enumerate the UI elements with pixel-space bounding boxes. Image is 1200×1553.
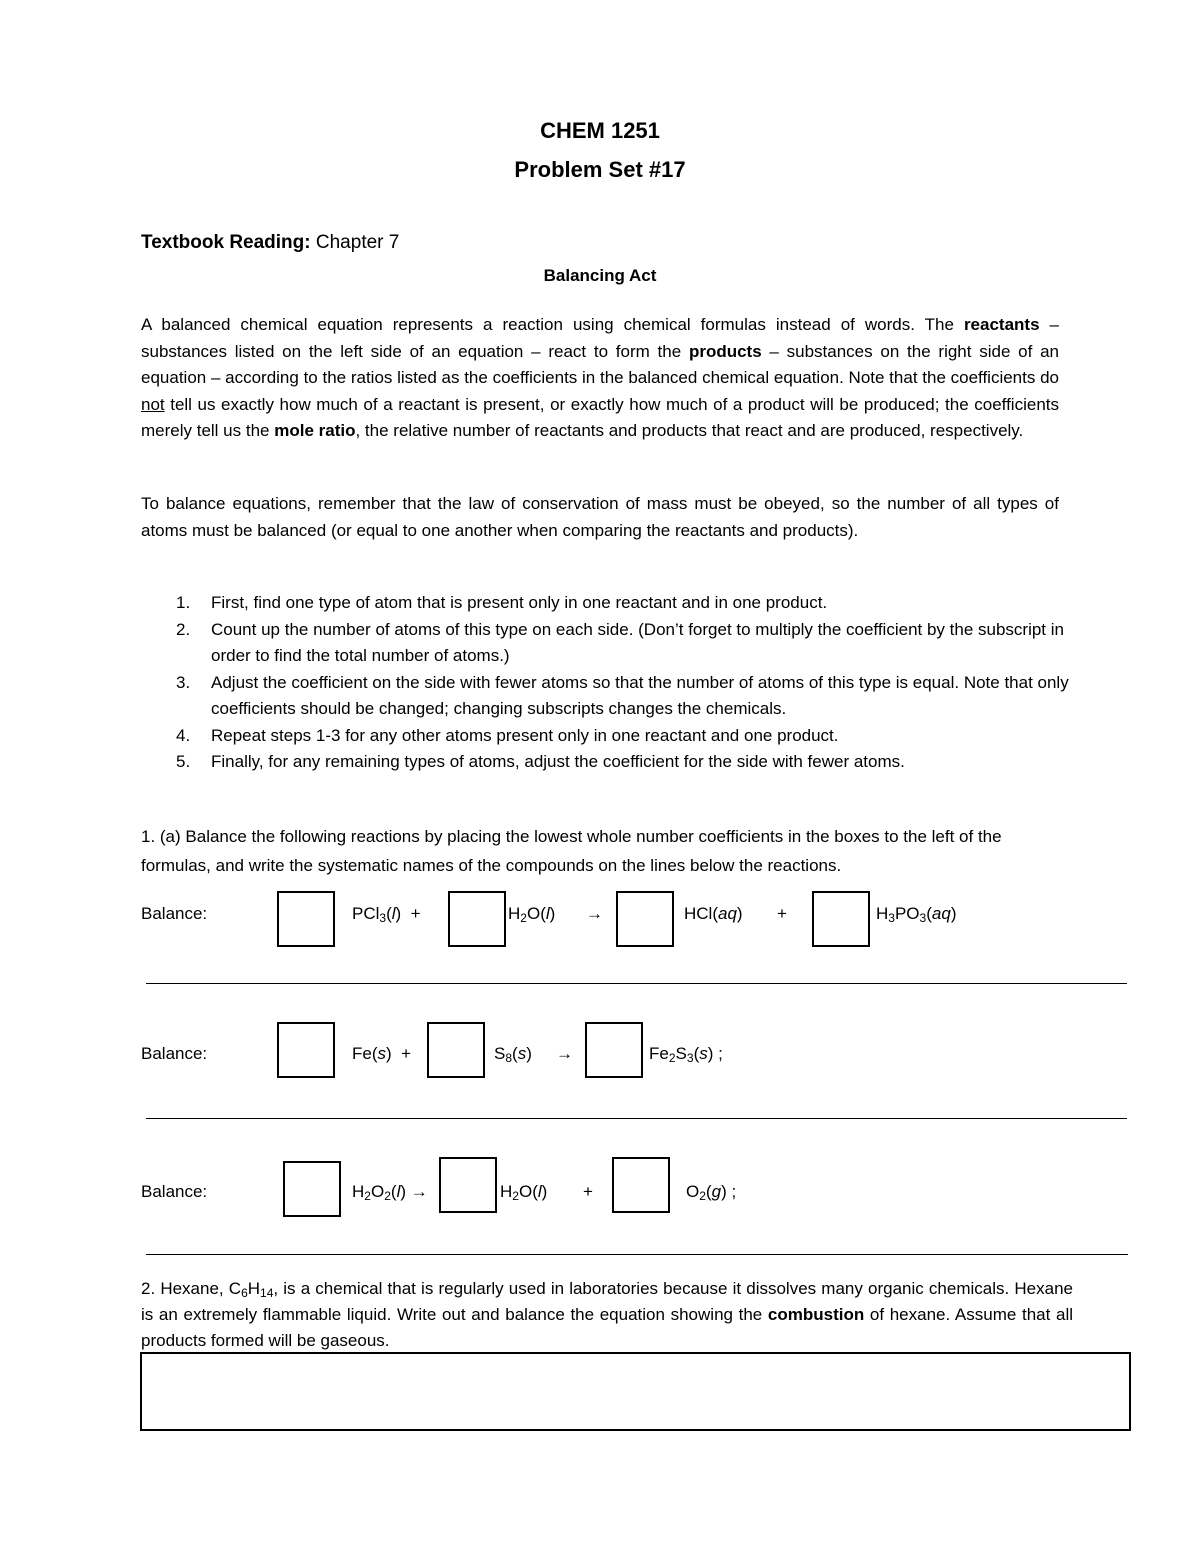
- list-item: 4. Repeat steps 1-3 for any other atoms present only in one reactant and one product.: [176, 725, 839, 745]
- list-item: 1. First, find one type of atom that is present only in one reactant and in one product.: [176, 593, 828, 612]
- answer-line-eq1[interactable]: [146, 983, 1127, 984]
- formula-o2: $O_2(g)$ ;: [686, 1182, 737, 1203]
- coefficient-box-eq3-h2o2[interactable]: [283, 1161, 341, 1217]
- formula-h2o: $H_2O(l)$: [500, 1182, 548, 1203]
- textbook-reading-label: Textbook Reading:: [141, 232, 311, 253]
- plus-sign: +: [583, 1182, 593, 1201]
- formula-pcl3: PCl$_3$(l) +: [352, 904, 421, 925]
- list-item: 2. Count up the number of atoms of this type on each side. (Don’t forget to multiply the coefficient by the subscript in order to find the total number of atoms.): [176, 619, 1064, 665]
- section-title: Balancing Act: [543, 266, 657, 285]
- formula-h3po3: $H_3PO_3(aq)$: [876, 904, 957, 925]
- intro-paragraph-2: To balance equations, remember that the law of conservation of mass must be obeyed, so the number of all types of atoms must be balanced (or equal to one another when comparing the reactants and products).: [141, 494, 1059, 540]
- balance-label-3: Balance:: [141, 1182, 208, 1201]
- balance-label-1: Balance:: [141, 904, 208, 923]
- question-1-prompt: 1. (a) Balance the following reactions by placing the lowest whole number coefficients in the boxes to the left of the formulas, and write the systematic names of the compounds on the lines below the reactions.: [141, 827, 1002, 875]
- formula-hcl: HCl(aq): [684, 904, 743, 923]
- reaction-arrow-icon: →: [410, 1182, 428, 1201]
- coefficient-box-eq1-h2o[interactable]: [448, 891, 506, 947]
- answer-line-eq3[interactable]: [146, 1254, 1128, 1255]
- coefficient-box-eq2-s8[interactable]: [427, 1022, 485, 1078]
- reaction-arrow-icon: →: [556, 1044, 573, 1063]
- term-combustion: combustion: [767, 1305, 865, 1324]
- list-item: 3. Adjust the coefficient on the side with fewer atoms so that the number of atoms of this type is equal. Note that only coefficients should be changed; changing subscripts changes the chemicals.: [176, 672, 1069, 718]
- emphasis-not: not: [141, 394, 165, 414]
- formula-s8: $S_8(s)$: [494, 1044, 532, 1065]
- term-mole-ratio: mole ratio: [274, 421, 356, 440]
- coefficient-box-eq2-fe2s3[interactable]: [585, 1022, 643, 1078]
- coefficient-box-eq1-h3po3[interactable]: [812, 891, 870, 947]
- course-title: CHEM 1251: [540, 118, 660, 143]
- reaction-arrow-icon: →: [586, 904, 603, 923]
- list-item: 5. Finally, for any remaining types of atoms, adjust the coefficient for the side with fewer atoms.: [176, 752, 905, 771]
- balancing-steps-list: [176, 590, 1071, 776]
- plus-sign: +: [777, 904, 787, 923]
- term-products: products: [688, 341, 762, 361]
- formula-h2o: $H_2O(l)$: [508, 904, 556, 925]
- term-reactants: reactants: [963, 315, 1040, 334]
- formula-fe: Fe(s) +: [352, 1044, 412, 1063]
- coefficient-box-eq1-hcl[interactable]: [616, 891, 674, 947]
- intro-paragraph-1: A balanced chemical equation represents a reaction using chemical formulas instead of words. The reactants – substances listed on the left side of an equation – react to form the products – substances on the right side of an equation – according to the ratios listed as the coefficients in the balanced chemical equation. Note that the coefficients do not tell us exactly how much of a reactant is present, or exactly how much of a product will be produced; the coefficients merely tell us the mole ratio, the relative number of reactants and products that react and are produced, respectively.: [141, 315, 1060, 440]
- textbook-reading-value: Chapter 7: [315, 232, 400, 253]
- answer-line-eq2[interactable]: [146, 1118, 1127, 1119]
- coefficient-box-eq2-fe[interactable]: [277, 1022, 335, 1078]
- coefficient-box-eq3-o2[interactable]: [612, 1157, 670, 1213]
- plus-sign: +: [410, 904, 421, 923]
- textbook-reading: [141, 232, 399, 254]
- problem-set-title: Problem Set #17: [514, 157, 686, 182]
- formula-fe2s3: $Fe_2S_3(s)$ ;: [649, 1044, 723, 1065]
- question-2-prompt: 2. Hexane, $C_6H_{14}$, is a chemical that is regularly used in laboratories because it dissolves many organic chemicals. Hexane is an extremely flammable liquid. Write out and balance the equation showing the combustion of hexane. Assume that all products formed will be gaseous.: [141, 1279, 1074, 1350]
- question-2-answer-box[interactable]: [140, 1352, 1131, 1431]
- coefficient-box-eq3-h2o[interactable]: [439, 1157, 497, 1213]
- formula-h2o2: $H_2O_2(l)$ →: [352, 1182, 428, 1203]
- plus-sign: +: [401, 1044, 412, 1063]
- balance-label-2: Balance:: [141, 1044, 208, 1063]
- coefficient-box-eq1-pcl3[interactable]: [277, 891, 335, 947]
